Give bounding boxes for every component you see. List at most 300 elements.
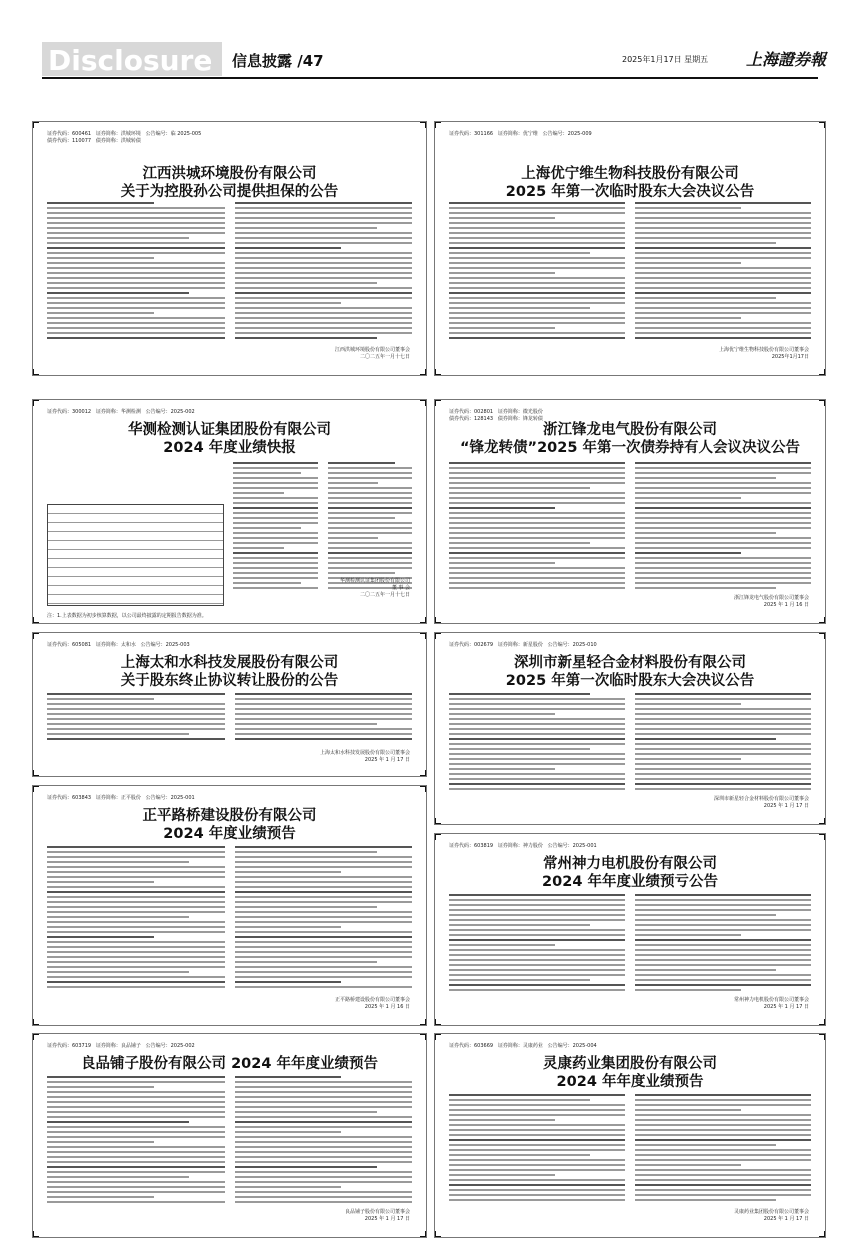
text-line [449, 467, 625, 469]
frame-corner [32, 369, 39, 376]
section-title: 信息披露 /47 [232, 52, 324, 70]
company-name: 华测检测认证集团股份有限公司 [128, 422, 331, 438]
text-line [47, 262, 225, 264]
notice-taihewater [32, 632, 427, 777]
text-line [449, 758, 625, 760]
text-line [235, 951, 413, 953]
text-line [449, 472, 625, 474]
text-line [449, 969, 625, 971]
text-line [635, 462, 811, 464]
text-line [449, 317, 625, 319]
text-line [47, 981, 225, 983]
text-line [449, 1159, 625, 1161]
text-line [635, 512, 811, 514]
company-name: 正平路桥建设股份有限公司 [142, 808, 317, 824]
text-line [235, 252, 413, 254]
text-line [233, 552, 318, 554]
text-column [449, 894, 625, 995]
text-line [635, 232, 811, 234]
text-line [635, 944, 811, 946]
frame-corner [434, 617, 441, 624]
text-line [635, 1169, 811, 1171]
notice-shenli [434, 833, 826, 1026]
text-line [235, 1121, 413, 1123]
text-line [235, 247, 342, 249]
text-line [635, 322, 811, 324]
text-line [233, 467, 318, 469]
text-column [635, 894, 811, 995]
text-line [635, 773, 811, 775]
text-line [635, 282, 811, 284]
text-line [635, 894, 811, 896]
frame-corner [819, 833, 826, 840]
text-line [328, 527, 413, 529]
text-line [635, 1094, 811, 1096]
text-line [235, 262, 413, 264]
text-line [235, 1091, 413, 1093]
text-line [449, 262, 625, 264]
text-line [233, 537, 318, 539]
text-line [233, 517, 318, 519]
text-line [449, 1129, 625, 1131]
text-line [235, 1201, 413, 1203]
text-line [449, 502, 625, 504]
notice-body [449, 462, 811, 593]
text-line [635, 487, 811, 489]
section-banner [42, 42, 222, 76]
text-line [47, 257, 154, 259]
text-line [235, 1176, 413, 1178]
text-line [635, 969, 776, 971]
frame-corner [819, 1033, 826, 1040]
text-line [635, 252, 811, 254]
security-codes: 证券代码：603843 证券简称：正平股份 公告编号：2025-001 [47, 795, 195, 801]
text-line [635, 557, 811, 559]
text-line [635, 748, 811, 750]
text-line [449, 552, 625, 554]
text-line [235, 946, 413, 948]
text-line [635, 477, 776, 479]
text-column [635, 462, 811, 593]
text-column [235, 202, 413, 345]
text-line [235, 916, 413, 918]
text-line [635, 202, 811, 204]
text-line [635, 1149, 811, 1151]
text-line [328, 552, 413, 554]
text-line [635, 1114, 811, 1116]
text-line [235, 713, 413, 715]
text-line [47, 1161, 225, 1163]
text-line [235, 733, 413, 735]
text-line [635, 1179, 811, 1181]
text-line [449, 939, 625, 941]
text-line [635, 1109, 741, 1111]
text-line [47, 723, 225, 725]
text-line [449, 312, 625, 314]
text-line [635, 317, 741, 319]
text-line [235, 212, 413, 214]
text-line [328, 542, 413, 544]
text-line [449, 1109, 625, 1111]
text-line [235, 322, 413, 324]
text-line [47, 1081, 225, 1083]
text-line [635, 1164, 741, 1166]
text-line [47, 247, 225, 249]
table-row [48, 523, 223, 532]
text-line [635, 758, 741, 760]
text-line [449, 979, 590, 981]
text-line [635, 989, 741, 991]
text-line [635, 753, 811, 755]
text-line [233, 572, 318, 574]
notice-body [449, 894, 811, 995]
text-line [233, 497, 318, 499]
text-line [449, 512, 625, 514]
text-line [47, 1186, 225, 1188]
text-line [235, 1136, 413, 1138]
text-line [449, 587, 625, 589]
text-line [233, 502, 318, 504]
text-line [47, 971, 189, 973]
text-line [449, 337, 625, 339]
text-line [635, 703, 741, 705]
text-line [449, 894, 625, 896]
text-line [635, 698, 811, 700]
text-line [47, 292, 189, 294]
text-line [449, 959, 625, 961]
text-line [235, 297, 413, 299]
text-line [635, 237, 811, 239]
text-line [449, 964, 625, 966]
text-line [233, 512, 318, 514]
text-line [635, 1099, 811, 1101]
text-line [635, 728, 811, 730]
text-line [235, 302, 342, 304]
text-line [449, 904, 625, 906]
company-name: 深圳市新星轻合金材料股份有限公司 [514, 655, 746, 671]
text-line [233, 562, 318, 564]
text-line [449, 708, 625, 710]
text-line [235, 312, 413, 314]
text-line [47, 1096, 225, 1098]
text-line [47, 1176, 189, 1178]
text-line [47, 916, 189, 918]
signature-block: 江西洪城环境股份有限公司董事会 二〇二五年一月十七日 [334, 347, 410, 360]
text-line [47, 1151, 225, 1153]
text-line [47, 1181, 225, 1183]
text-line [449, 909, 625, 911]
frame-corner [434, 121, 441, 128]
text-line [235, 222, 413, 224]
notice-lingkang [434, 1033, 826, 1238]
frame-corner [434, 1033, 441, 1040]
text-line [635, 1124, 811, 1126]
text-line [635, 899, 811, 901]
text-line [47, 282, 225, 284]
text-line [235, 856, 413, 858]
text-line [635, 954, 811, 956]
text-line [47, 327, 225, 329]
text-line [328, 522, 413, 524]
notice-title: 2024 年度业绩快报 [163, 440, 296, 456]
text-line [47, 1131, 225, 1133]
company-name: 江西洪城环境股份有限公司 [142, 166, 317, 182]
text-line [47, 1101, 225, 1103]
text-line [635, 277, 811, 279]
text-line [449, 753, 625, 755]
text-line [47, 237, 189, 239]
frame-corner [420, 399, 427, 406]
frame-corner [32, 399, 39, 406]
text-line [449, 537, 625, 539]
text-line [449, 1139, 625, 1141]
text-line [449, 577, 625, 579]
text-line [235, 307, 413, 309]
text-line [449, 1104, 625, 1106]
text-line [635, 768, 811, 770]
text-line [449, 949, 625, 951]
text-line [449, 547, 625, 549]
frame-corner [819, 121, 826, 128]
text-line [47, 976, 225, 978]
frame-corner [819, 632, 826, 639]
text-line [235, 738, 413, 740]
frame-corner [420, 1033, 427, 1040]
text-line [47, 252, 225, 254]
text-line [233, 527, 301, 529]
table-row [48, 568, 223, 577]
text-line [47, 861, 189, 863]
frame-corner [434, 833, 441, 840]
frame-corner [819, 369, 826, 376]
text-line [328, 497, 413, 499]
text-line [235, 327, 413, 329]
text-line [235, 891, 413, 893]
text-line [449, 989, 625, 991]
text-line [635, 582, 811, 584]
text-line [449, 1179, 625, 1181]
table-row [48, 541, 223, 550]
text-line [235, 282, 377, 284]
text-line [47, 1191, 225, 1193]
text-line [635, 287, 811, 289]
text-line [235, 976, 413, 978]
text-line [235, 1161, 413, 1163]
text-line [449, 1174, 555, 1176]
text-line [449, 1164, 625, 1166]
text-line [47, 1171, 225, 1173]
text-line [635, 1119, 811, 1121]
text-line [449, 1184, 625, 1186]
text-line [235, 728, 413, 730]
text-line [449, 1124, 625, 1126]
text-line [233, 472, 301, 474]
text-line [449, 247, 625, 249]
text-line [449, 297, 625, 299]
text-line [47, 901, 225, 903]
text-line [449, 532, 625, 534]
text-line [449, 773, 625, 775]
text-line [235, 1166, 377, 1168]
text-line [47, 217, 225, 219]
text-line [47, 851, 225, 853]
security-codes: 证券代码：002679 证券简称：新星股份 公告编号：2025-010 [449, 642, 597, 648]
text-column [47, 202, 225, 345]
text-line [235, 1146, 413, 1148]
text-line [635, 517, 811, 519]
text-line [235, 1141, 413, 1143]
text-line [47, 718, 225, 720]
text-line [635, 979, 811, 981]
text-line [449, 899, 625, 901]
text-line [235, 227, 377, 229]
notice-youningwei [434, 121, 826, 376]
frame-corner [434, 818, 441, 825]
frame-corner [819, 617, 826, 624]
text-line [235, 708, 413, 710]
notice-fenglong [434, 399, 826, 624]
table-row [48, 595, 223, 604]
company-name: 上海优宁维生物科技股份有限公司 [521, 166, 739, 182]
notice-title: 关于股东终止协议转让股份的公告 [120, 673, 339, 689]
company-name: 上海太和水科技发展股份有限公司 [120, 655, 339, 671]
table-row [48, 550, 223, 559]
text-line [235, 703, 413, 705]
text-column [47, 693, 225, 746]
text-line [235, 1116, 413, 1118]
text-line [449, 733, 625, 735]
text-line [635, 587, 776, 589]
text-line [449, 267, 625, 269]
text-line [635, 984, 811, 986]
issue-date: 2025年1月17日 星期五 [622, 55, 709, 64]
text-line [47, 272, 225, 274]
text-line [47, 708, 225, 710]
text-line [449, 748, 590, 750]
frame-corner [420, 121, 427, 128]
frame-corner [434, 632, 441, 639]
text-line [449, 307, 590, 309]
text-line [635, 788, 811, 790]
text-line [47, 322, 225, 324]
text-line [449, 698, 625, 700]
text-line [635, 778, 811, 780]
text-line [233, 547, 284, 549]
text-line [235, 232, 413, 234]
text-line [449, 1194, 625, 1196]
text-line [328, 492, 413, 494]
text-line [235, 966, 413, 968]
text-line [47, 312, 154, 314]
text-line [635, 547, 811, 549]
text-line [328, 532, 413, 534]
text-line [47, 891, 225, 893]
text-line [47, 307, 225, 309]
text-line [235, 876, 413, 878]
text-column [47, 1076, 225, 1207]
text-line [235, 337, 377, 339]
text-line [235, 267, 413, 269]
notice-title: 关于为控股孙公司提供担保的公告 [120, 184, 339, 200]
text-line [328, 567, 413, 569]
text-line [449, 462, 625, 464]
text-line [47, 1091, 225, 1093]
text-line [449, 778, 625, 780]
text-line [47, 1116, 225, 1118]
text-line [47, 896, 225, 898]
text-line [449, 567, 625, 569]
text-line [47, 1126, 225, 1128]
frame-corner [32, 617, 39, 624]
text-line [635, 532, 776, 534]
text-line [235, 926, 342, 928]
text-column [235, 846, 413, 995]
text-line [635, 718, 811, 720]
text-line [449, 557, 625, 559]
text-line [235, 1076, 342, 1078]
text-line [635, 537, 811, 539]
frame-corner [420, 1019, 427, 1026]
text-line [449, 919, 625, 921]
notice-body [449, 202, 811, 345]
text-line [635, 1139, 811, 1141]
text-line [47, 302, 225, 304]
text-line [449, 527, 625, 529]
notice-body [47, 693, 412, 746]
notice-body [449, 1094, 811, 1207]
text-line [449, 332, 625, 334]
text-line [235, 1186, 342, 1188]
text-line [235, 886, 413, 888]
text-line [449, 1094, 625, 1096]
text-line [328, 487, 413, 489]
signature-block: 正平路桥建设股份有限公司董事会 2025 年 1 月 16 日 [334, 997, 410, 1010]
notice-huace [32, 399, 427, 624]
text-line [449, 934, 625, 936]
text-line [449, 1144, 625, 1146]
text-line [235, 272, 413, 274]
text-line [449, 929, 625, 931]
text-line [635, 542, 811, 544]
frame-corner [32, 1231, 39, 1238]
table-row [48, 577, 223, 586]
text-column [449, 462, 625, 593]
text-line [449, 728, 625, 730]
text-column [635, 1094, 811, 1207]
frame-corner [32, 1019, 39, 1026]
text-line [328, 467, 413, 469]
security-codes: 证券代码：301166 证券简称：优宁维 公告编号：2025-009 [449, 131, 592, 137]
text-line [47, 738, 225, 740]
text-line [235, 718, 413, 720]
text-line [47, 876, 225, 878]
text-line [449, 282, 625, 284]
text-line [635, 1159, 811, 1161]
text-line [233, 477, 318, 479]
text-line [47, 906, 225, 908]
text-line [449, 232, 625, 234]
text-line [635, 302, 811, 304]
frame-corner [420, 785, 427, 792]
frame-corner [819, 1019, 826, 1026]
frame-corner [32, 1033, 39, 1040]
notice-body [449, 693, 811, 794]
text-line [47, 926, 225, 928]
text-line [635, 763, 811, 765]
text-column [233, 462, 318, 593]
frame-corner [32, 770, 39, 777]
text-line [47, 1136, 225, 1138]
